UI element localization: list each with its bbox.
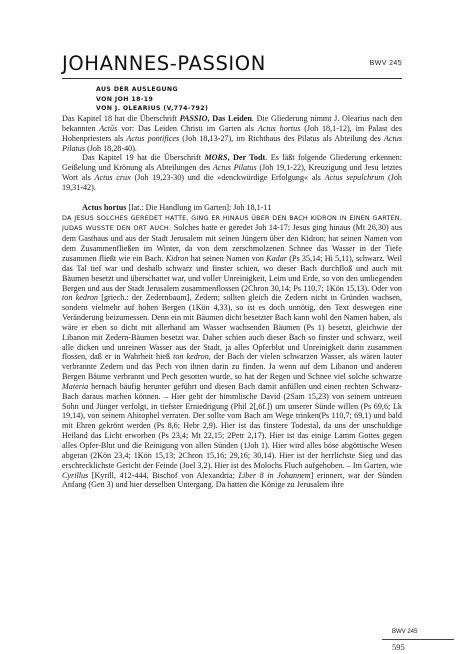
footer-rule	[382, 639, 454, 640]
paragraph-actus-hortus: DA JESUS SOLCHES GEREDET HATTE, GING ER HINAUS ÜBER DEN BACH KIDRON IN EINEN GARTEN. JUDAS WUSSTE DEN ORT AUCH: Solches hatte er geredet Joh 14-17; Jesus ging hinaus (Mt 26,30) aus dem Gasthaus und aus der Stadt Jerusalem mit seinen Jüngern über den Kidron; hat seinen Namen von dem Zusammenfließen im Winter, da von dem zerschmolzenen Schnee das Wasser in der Tiefe zusammen fließt wie ein Bach. Kidron hat seinen Namen von Kadar (Ps 35,14; Hi 5,11), schwarz. Weil das Tal tief war und deshalb schwarz und finster schien, wo dieser Bach durchfloß und auch mit Bäumen besetzt und überschattet war, und voller Unreinigkeit, Leim und Erde, so von den umliegenden Bergen und aus der Stadt Jerusalem zusammenflossen (2Chron 30,14; Ps 110,7; 1Kön 15,13). Oder von ton kedron [griech.: der Zedernbaum], Zedern; sollten gleich die Zedern nicht in Gründen wachsen, sondern vielmehr auf hohen Bergen (1Kön 4,33), so ist es doch unnötig, den Text deswegen eine Veränderung beizumessen. Denn ein mit Bäumen dicht besetzter Bach kann wohl den Namen haben, als wäre er eben so dicht mit allerhand am Wasser wachsenden Bäumen (Ps 1) besetzt, gleichwie der Libanon mit Zedern-Bäumen besetzt war. Daher schien auch dieser Bach so finster und schwarz, weil alle dicken und unreinen Wasser aus der Stadt, ja alles Opferblut und Unreinigkeit darin zusammen flossen, daß er in Wahrheit hieß ton kedron, der Bach der vielen schwarzen Wasser, als wären lauter verbrannte Zedern und das Pech von ihnen darin zu finden. Ja wenn auf dem Libanon und anderen Bergen Bäume verbrannt und Pech gesotten wurde, so hat der Regen und Schnee viel solche schwarze Materia hernach häufig herunter geführt und diesen Bach damit anfüllen und einen rechten Schwarz-Bach daraus machen können. – Hier geht der himmlische David (2Sam 15,23) von seinem untreuen Sohn und Jünger verfolgt, in tiefster Erniedrigung (Phil 2[,6f.]) um unserer Sünde willen (Ps 69,6; Lk 19,14), von seinem Ahitophel verraten. Der sollte vom Bach am Wege trinken(Ps 110,7; 69,1) und bald mit Ehren gekrönt werden (Ps 8,6; Hebr 2,9). Hier ist das finstere Todestal, da uns der unschuldige Heiland das Licht erworben (Ps 23,4; Mt 22,15; 2Petr 2,17). Hier ist das einige Lamm Gottes gegen alles Opfer-Blut und die Reinigung von allen Sünden (1Joh 1). Hier wird alles böse abgöttische Wesen abgetan (2Kön 23,4; 1Kön 15,13; 2Chron 15,16; 29,16; 30,14). Hier ist der herrlichste Sieg und das erschrecklichste Gericht der Feinde (Joel 3,2). Hier ist des Molochs Fluch aufgehoben. – Im Garten, wie Cyrillus [Kyrill, 412-444, Bischof von Alexandria; Liber 8 in Johannem] erinnert, war der Sünden Anfang (Gen 3) und hier derselben Untergang. Da hatten die Könige zu Jerusalem ihre	[62, 213, 403, 490]
paragraph-chapter-19: Das Kapitel 19 hat die Überschrift MORS, Der Todt. Es läßt folgende Gliederung erkennen: Geißelung und Krönung als Abteilungen des Actus Pilatus (Joh 19,1-22), Kreuzigung und Jesu letztes Wort als Actus crux (Joh 19,23-30) und die »denckwürdige Erfolgung« als Actus sepulchrum (Joh 19,31-42).	[62, 153, 402, 192]
bible-quote-caps: DA JESUS SOLCHES GEREDET HATTE, GING ER HINAUS ÜBER DEN BACH KIDRON IN EINEN GARTEN. JUDAS WUSSTE DEN ORT AUCH:	[62, 213, 402, 233]
running-header	[62, 52, 402, 78]
page-title: JOHANNES-PASSION	[62, 52, 266, 75]
section-heading-actus-hortus: Actus hortus [lat.: Die Handlung im Garten]: Joh 18,1-11	[82, 202, 272, 212]
footer-bwv-label: BWV 245	[392, 629, 418, 635]
subheading-line-3: VON J. OLEARIUS (V,774-792)	[96, 105, 209, 112]
body-text	[62, 114, 402, 490]
paragraph-chapter-18: Das Kapitel 18 hat die Überschrift PASSIO, Das Leiden. Die Gliederung nimmt J. Olearius nach den bekannten Actūs vor: Das Leiden Christi im Garten als Actus hortus (Joh 18,1-12), im Palast des Hohenpriesters als Actus pontifices (Joh 18,13-27), im Richthaus des Pilatus als Abteilung des Actus Pilatus (Joh 18,28-40).	[62, 114, 402, 153]
section-subheading	[96, 85, 208, 114]
subheading-line-1: AUS DER AUSLEGUNG	[96, 86, 178, 93]
header-rule	[62, 78, 402, 79]
subheading-line-2: VON JOH 18-19	[96, 95, 154, 103]
page-number: 595	[392, 642, 405, 652]
paragraph-gap	[62, 193, 402, 203]
bwv-label: BWV 245	[369, 60, 402, 67]
